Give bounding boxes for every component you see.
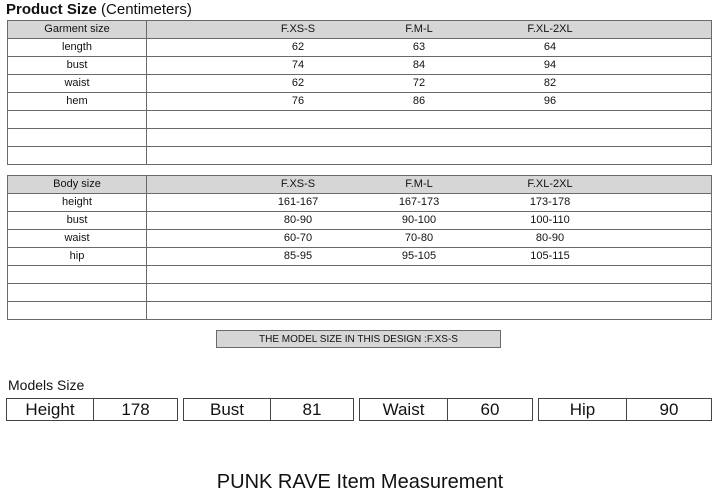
model-size-note: THE MODEL SIZE IN THIS DESIGN :F.XS-S <box>216 330 501 348</box>
size-col: F.XL-2XL <box>527 178 573 190</box>
row-values <box>147 212 712 230</box>
row-label: length <box>8 39 147 57</box>
cell-value: 84 <box>412 59 426 71</box>
cell-value: 82 <box>543 77 557 89</box>
cell-value: 62 <box>291 41 305 53</box>
row-values <box>147 194 712 212</box>
table-row <box>8 75 712 93</box>
row-label: waist <box>8 230 147 248</box>
row-values <box>147 39 712 57</box>
garment-size-table <box>7 20 712 165</box>
model-hip-box <box>538 398 712 421</box>
cell-value: 161-167 <box>277 196 319 208</box>
row-label: hem <box>8 93 147 111</box>
cell-value: 72 <box>412 77 426 89</box>
cell-value: 74 <box>291 59 305 71</box>
empty-row <box>8 129 712 147</box>
model-measure-value: 81 <box>302 400 322 419</box>
title-unit: (Centimeters) <box>101 1 192 18</box>
size-col: F.M-L <box>405 23 433 35</box>
model-measure-key: Hip <box>539 399 627 420</box>
empty-row <box>8 266 712 284</box>
cell-value: 70-80 <box>404 232 434 244</box>
cell-value: 105-115 <box>530 250 570 262</box>
table-row <box>8 230 712 248</box>
table-row <box>8 212 712 230</box>
table-row <box>8 248 712 266</box>
model-measure-value: 90 <box>659 400 679 419</box>
table-row <box>8 57 712 75</box>
cell-value: 60-70 <box>283 232 313 244</box>
model-waist-box <box>359 398 533 421</box>
model-bust-box <box>183 398 354 421</box>
cell-value: 96 <box>543 95 557 107</box>
row-values <box>147 248 712 266</box>
size-col: F.M-L <box>405 178 433 190</box>
empty-row <box>8 284 712 302</box>
row-label: bust <box>8 57 147 75</box>
model-measure-key: Waist <box>360 399 448 420</box>
size-col: F.XS-S <box>280 23 316 35</box>
size-col: F.XL-2XL <box>527 23 573 35</box>
body-size-table <box>7 175 712 320</box>
row-values <box>147 230 712 248</box>
model-height-box <box>6 398 178 421</box>
empty-row <box>8 147 712 165</box>
title-main: Product Size <box>6 1 97 18</box>
table-header-row <box>8 21 712 39</box>
size-col: F.XS-S <box>280 178 316 190</box>
cell-value: 86 <box>412 95 426 107</box>
header-label: Garment size <box>8 21 147 39</box>
cell-value: 76 <box>291 95 305 107</box>
row-label: hip <box>8 248 147 266</box>
cell-value: 62 <box>291 77 305 89</box>
row-values <box>147 93 712 111</box>
empty-row <box>8 302 712 320</box>
cell-value: 80-90 <box>283 214 313 226</box>
model-measure-value: 178 <box>121 400 150 419</box>
footer-caption: PUNK RAVE Item Measurement <box>216 471 504 493</box>
row-values <box>147 57 712 75</box>
cell-value: 173-178 <box>529 196 571 208</box>
row-values <box>147 75 712 93</box>
cell-value: 85-95 <box>283 250 313 262</box>
header-sizes <box>147 176 712 194</box>
model-measure-key: Bust <box>184 399 271 420</box>
header-label: Body size <box>8 176 147 194</box>
cell-value: 64 <box>543 41 557 53</box>
empty-row <box>8 111 712 129</box>
cell-value: 80-90 <box>535 232 565 244</box>
cell-value: 90-100 <box>401 214 437 226</box>
cell-value: 95-105 <box>401 250 437 262</box>
table-row <box>8 39 712 57</box>
cell-value: 100-110 <box>530 214 570 226</box>
cell-value: 63 <box>412 41 426 53</box>
row-label: waist <box>8 75 147 93</box>
row-label: bust <box>8 212 147 230</box>
table-header-row <box>8 176 712 194</box>
cell-value: 94 <box>543 59 557 71</box>
header-sizes <box>147 21 712 39</box>
model-measure-key: Height <box>7 399 94 420</box>
row-label: height <box>8 194 147 212</box>
model-measure-value: 60 <box>480 400 500 419</box>
models-size-label: Models Size <box>8 377 85 393</box>
table-row <box>8 194 712 212</box>
table-row <box>8 93 712 111</box>
cell-value: 167-173 <box>398 196 440 208</box>
page-title <box>6 1 192 19</box>
